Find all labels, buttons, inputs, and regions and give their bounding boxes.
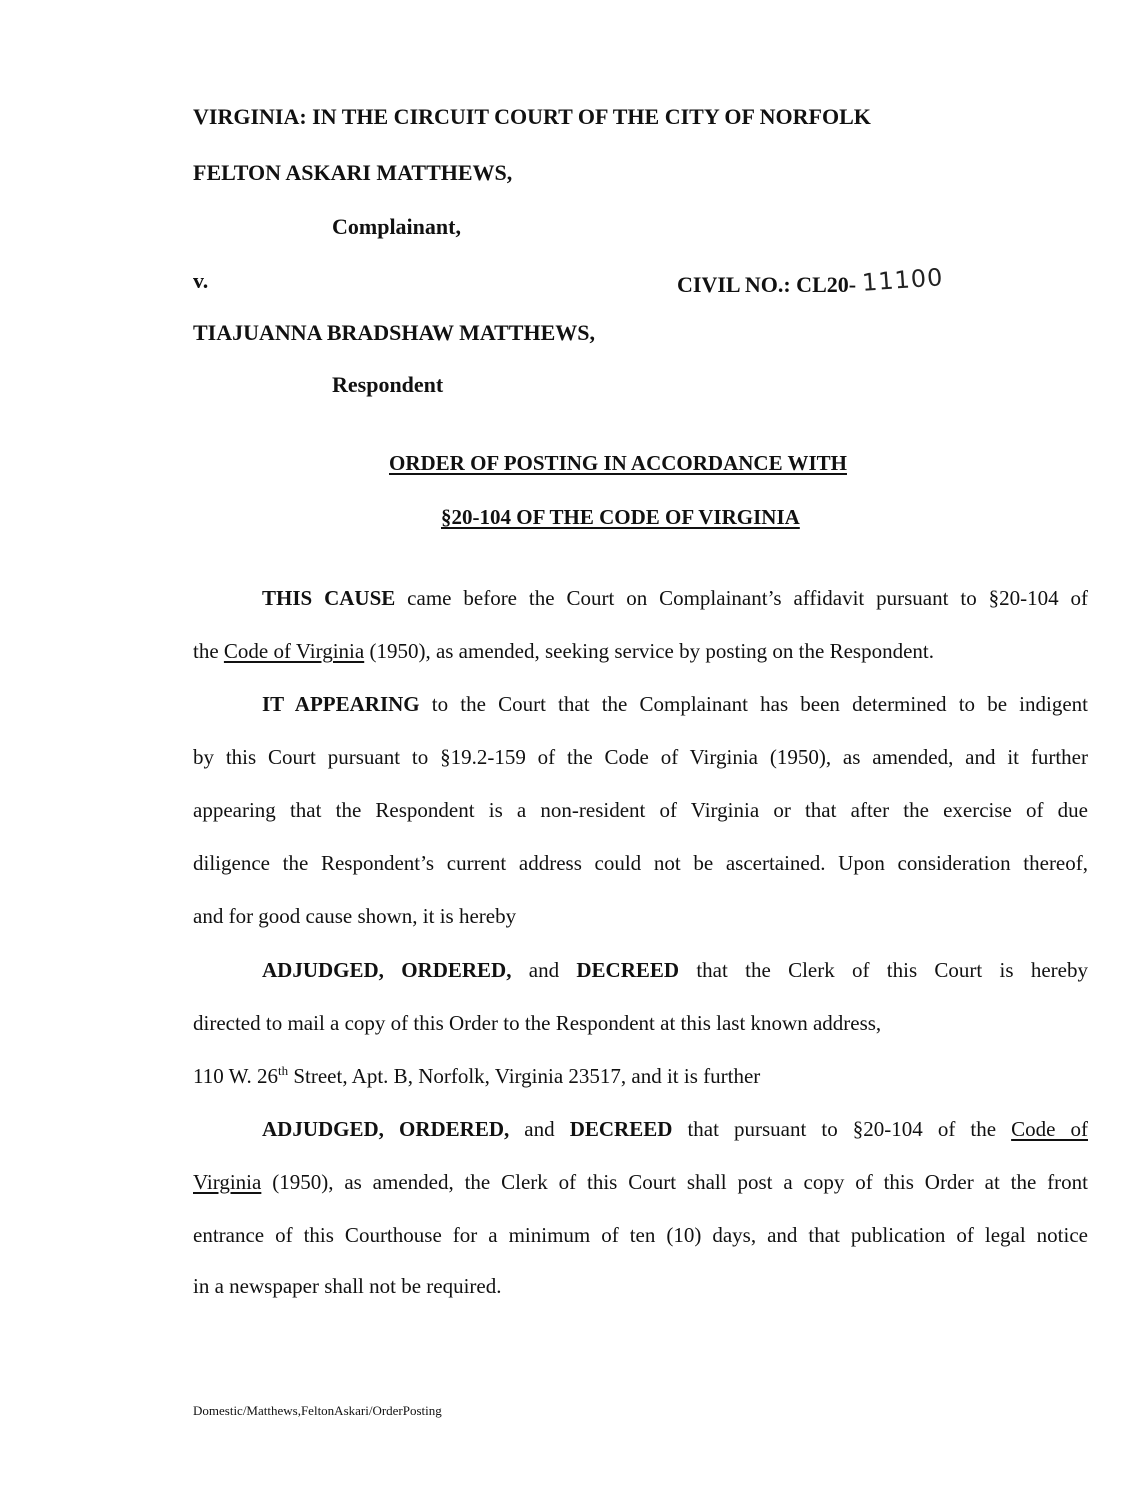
para2-lead: IT APPEARING	[262, 692, 420, 716]
para2-line4: diligence the Respondent’s current address could not be ascertained. Upon consideration thereof,	[193, 851, 1088, 875]
address-street-number: 110 W. 26	[193, 1064, 278, 1088]
para2-line5: and for good cause shown, it is hereby	[193, 904, 517, 928]
para1-lead: THIS CAUSE	[262, 586, 396, 610]
para4-line1-text: that pursuant to §20-104 of the	[672, 1117, 1012, 1141]
para4-line3: entrance of this Courthouse for a minimum of ten (10) days, and that publication of legal notice	[193, 1223, 1088, 1247]
para1-line2-text: (1950), as amended, seeking service by posting on the Respondent.	[364, 639, 934, 663]
order-title-line2: §20-104 OF THE CODE OF VIRGINIA	[441, 505, 800, 529]
para3-line1-text: that the Clerk of this Court is hereby	[679, 958, 1088, 982]
civil-number	[677, 263, 944, 298]
respondent-name: TIAJUANNA BRADSHAW MATTHEWS,	[193, 320, 595, 345]
court-heading: VIRGINIA: IN THE CIRCUIT COURT OF THE CITY OF NORFOLK	[193, 104, 871, 129]
para4-lead2: DECREED	[569, 1117, 673, 1141]
versus-label: v.	[193, 268, 209, 293]
para3-and: and	[511, 958, 577, 982]
virginia-ref: Virginia	[193, 1170, 262, 1194]
address-rest: Street, Apt. B, Norfolk, Virginia 23517, and it is further	[288, 1064, 761, 1088]
para2-line2: by this Court pursuant to §19.2-159 of the Code of Virginia (1950), as amended, and it further	[193, 745, 1088, 769]
complainant-name: FELTON ASKARI MATTHEWS,	[193, 160, 513, 185]
respondent-role: Respondent	[332, 372, 444, 397]
para4-line1	[262, 1116, 1088, 1142]
para1-line2	[193, 638, 1088, 664]
order-title-line1: ORDER OF POSTING IN ACCORDANCE WITH	[389, 451, 847, 475]
code-of-virginia-ref: Code of Virginia	[223, 639, 365, 663]
para3-line2: directed to mail a copy of this Order to the Respondent at this last known address,	[193, 1011, 882, 1035]
para3-lead2: DECREED	[576, 958, 680, 982]
para1-line1-text: came before the Court on Complainant’s affidavit pursuant to §20-104 of	[395, 586, 1088, 610]
para2-line3: appearing that the Respondent is a non-resident of Virginia or that after the exercise of due	[193, 798, 1088, 822]
civil-number-handwritten: 11100	[860, 263, 944, 297]
footer-file-path: Domestic/Matthews,FeltonAskari/OrderPosting	[193, 1403, 442, 1418]
code-of-ref: Code of	[1011, 1117, 1088, 1141]
para3-line3-address	[193, 1063, 1088, 1089]
para2-line1-text: to the Court that the Complainant has been determined to be indigent	[419, 692, 1088, 716]
para4-line4: in a newspaper shall not be required.	[193, 1274, 502, 1298]
civil-number-label: CIVIL NO.: CL20-	[677, 272, 857, 297]
address-ordinal-suffix: th	[277, 1063, 289, 1078]
para4-line2	[193, 1169, 1088, 1195]
para3-line1	[262, 957, 1088, 983]
para4-and: and	[509, 1117, 570, 1141]
para2-line1	[262, 691, 1088, 717]
para4-line2-text: (1950), as amended, the Clerk of this Court shall post a copy of this Order at the front	[261, 1170, 1088, 1194]
para3-lead1: ADJUDGED, ORDERED,	[262, 958, 512, 982]
complainant-role: Complainant,	[332, 214, 461, 239]
para4-lead1: ADJUDGED, ORDERED,	[262, 1117, 510, 1141]
para1-line2-pre: the	[193, 639, 224, 663]
para1-line1	[262, 585, 1088, 611]
